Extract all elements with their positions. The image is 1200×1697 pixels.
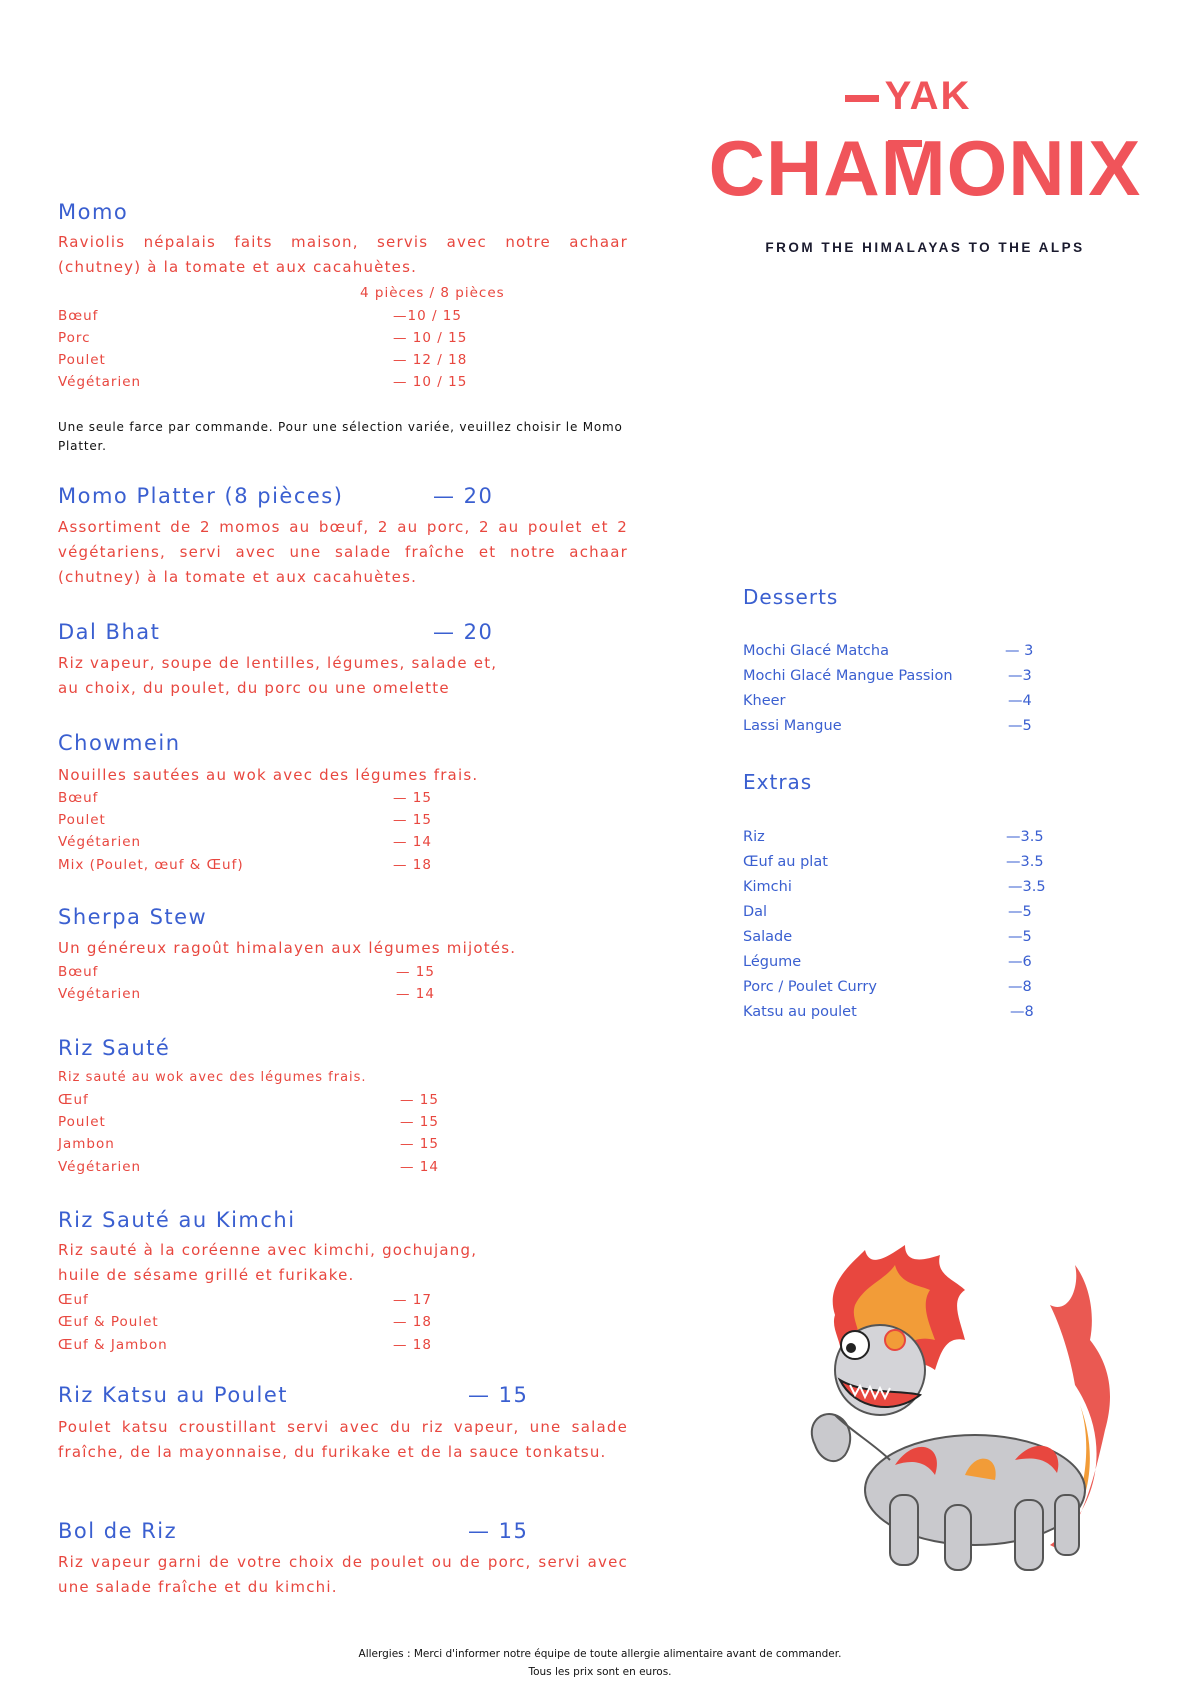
section-title-extras: Extras: [743, 770, 813, 794]
item-price: — 18: [393, 857, 432, 873]
item-name: Œuf & Poulet: [58, 1314, 159, 1330]
item-name: Œuf & Jambon: [58, 1337, 168, 1353]
section-title-riz-saute: Riz Sauté: [58, 1036, 171, 1060]
item-name: Œuf: [58, 1092, 89, 1108]
item-name: Porc: [58, 330, 91, 346]
bol-de-riz-description: Riz vapeur garni de votre choix de poulet ou de porc, servi avec une salade fraîche et du kimchi.: [58, 1553, 628, 1596]
title-price: — 20: [433, 484, 494, 508]
item-price: — 3: [1005, 643, 1034, 659]
item-price: — 15: [393, 812, 432, 828]
item-name: Dal: [743, 904, 768, 920]
extra-row: [743, 879, 1046, 903]
title-price: — 15: [468, 1383, 529, 1407]
sherpa-stew-description: Un généreux ragoût himalayen aux légumes mijotés.: [58, 939, 517, 957]
item-name: Jambon: [58, 1136, 115, 1152]
dessert-row: [743, 643, 1043, 667]
title-text: Momo Platter (8 pièces): [58, 484, 344, 508]
item-name: Végétarien: [58, 986, 142, 1002]
snow-lion-illustration: [795, 1245, 1125, 1585]
momo-platter-description: Assortiment de 2 momos au bœuf, 2 au porc, 2 au poulet et 2 végétariens, servi avec une salade fraîche et notre achaar (chutney) à la tomate et aux cacahuètes.: [58, 518, 628, 586]
item-name: Bœuf: [58, 964, 99, 980]
item-name: Œuf: [58, 1292, 89, 1308]
item-price: —5: [1008, 904, 1032, 920]
item-name: Porc / Poulet Curry: [743, 979, 877, 995]
section-title-momo-platter: [58, 484, 494, 508]
item-name: Lassi Mangue: [743, 718, 842, 734]
item-name: Poulet: [58, 352, 106, 368]
section-title-desserts: Desserts: [743, 585, 839, 609]
tagline: FROM THE HIMALAYAS TO THE ALPS: [765, 240, 1085, 255]
logo-dash-left: [845, 95, 879, 102]
item-name: Végétarien: [58, 834, 142, 850]
extra-row: [743, 979, 1043, 1003]
item-price: — 15: [400, 1092, 439, 1108]
item-name: Poulet: [58, 812, 106, 828]
item-price: —3.5: [1008, 879, 1046, 895]
item-price: — 17: [393, 1292, 432, 1308]
item-price: —5: [1008, 929, 1032, 945]
extra-row: [743, 954, 1043, 978]
riz-katsu-description: Poulet katsu croustillant servi avec du riz vapeur, une salade fraîche, de la mayonnaise, du furikake et de la sauce tonkatsu.: [58, 1418, 628, 1461]
item-name: Légume: [743, 954, 802, 970]
riz-saute-description: Riz sauté au wok avec des légumes frais.: [58, 1070, 367, 1085]
item-name: Mix (Poulet, œuf & Œuf): [58, 857, 244, 873]
item-price: — 15: [393, 790, 432, 806]
item-price: — 14: [400, 1159, 439, 1175]
item-price: — 12 / 18: [393, 352, 468, 368]
item-price: — 15: [396, 964, 435, 980]
item-price: — 18: [393, 1337, 432, 1353]
title-text: Dal Bhat: [58, 620, 161, 644]
section-title-riz-kimchi: Riz Sauté au Kimchi: [58, 1208, 296, 1232]
item-name: Mochi Glacé Mangue Passion: [743, 668, 953, 684]
item-name: Katsu au poulet: [743, 1004, 857, 1020]
section-title-sherpa-stew: Sherpa Stew: [58, 905, 208, 929]
item-price: — 14: [393, 834, 432, 850]
item-price: —4: [1008, 693, 1032, 709]
dessert-row: [743, 668, 1043, 692]
item-name: Bœuf: [58, 308, 99, 324]
logo-chamonix: CHAMONIX: [708, 124, 1142, 212]
item-price: —8: [1010, 1004, 1034, 1020]
section-title-riz-katsu: [58, 1383, 529, 1407]
momo-portions: 4 pièces / 8 pièces: [360, 285, 505, 301]
logo-yak-text: YAK: [884, 74, 972, 118]
item-name: Végétarien: [58, 374, 142, 390]
item-price: —10 / 15: [393, 308, 462, 324]
item-price: — 15: [400, 1136, 439, 1152]
riz-kimchi-line-2: huile de sésame grillé et furikake.: [58, 1266, 355, 1284]
item-name: Poulet: [58, 1114, 106, 1130]
footer-prices: Tous les prix sont en euros.: [528, 1666, 672, 1678]
item-price: —5: [1008, 718, 1032, 734]
momo-description: Raviolis népalais faits maison, servis avec notre achaar (chutney) à la tomate et aux cacahuètes.: [58, 233, 628, 276]
extra-row: [743, 1004, 1043, 1028]
dessert-row: [743, 693, 1043, 717]
item-price: —6: [1008, 954, 1032, 970]
item-name: Kheer: [743, 693, 786, 709]
item-name: Riz: [743, 829, 765, 845]
item-price: —3.5: [1006, 829, 1044, 845]
item-price: — 10 / 15: [393, 330, 468, 346]
item-price: — 15: [400, 1114, 439, 1130]
momo-note: Une seule farce par commande. Pour une sélection variée, veuillez choisir le Momo Platter.: [58, 420, 623, 453]
section-title-dal-bhat: [58, 620, 494, 644]
dal-bhat-line-2: au choix, du poulet, du porc ou une omelette: [58, 679, 450, 697]
item-price: —8: [1008, 979, 1032, 995]
item-price: — 14: [396, 986, 435, 1002]
item-name: Bœuf: [58, 790, 99, 806]
dessert-row: [743, 718, 1043, 742]
item-name: Mochi Glacé Matcha: [743, 643, 889, 659]
extra-row: [743, 929, 1043, 953]
item-price: —3.5: [1006, 854, 1044, 870]
title-price: — 15: [468, 1519, 529, 1543]
extra-row: [743, 829, 1043, 853]
title-text: Bol de Riz: [58, 1519, 178, 1543]
item-price: — 18: [393, 1314, 432, 1330]
extra-row: [743, 854, 1043, 878]
section-title-bol-de-riz: [58, 1519, 529, 1543]
item-name: Kimchi: [743, 879, 792, 895]
item-name: Œuf au plat: [743, 854, 828, 870]
footer-allergies: Allergies : Merci d'informer notre équipe de toute allergie alimentaire avant de commander.: [358, 1648, 842, 1660]
item-price: —3: [1008, 668, 1032, 684]
chowmein-description: Nouilles sautées au wok avec des légumes frais.: [58, 766, 479, 784]
item-price: — 10 / 15: [393, 374, 468, 390]
title-price: — 20: [433, 620, 494, 644]
dal-bhat-line-1: Riz vapeur, soupe de lentilles, légumes, salade et,: [58, 654, 498, 672]
section-title-momo: Momo: [58, 200, 129, 224]
section-title-chowmein: Chowmein: [58, 731, 181, 755]
extra-row: [743, 904, 1043, 928]
item-name: Salade: [743, 929, 793, 945]
title-text: Riz Katsu au Poulet: [58, 1383, 288, 1407]
item-name: Végétarien: [58, 1159, 142, 1175]
riz-kimchi-line-1: Riz sauté à la coréenne avec kimchi, gochujang,: [58, 1241, 478, 1259]
